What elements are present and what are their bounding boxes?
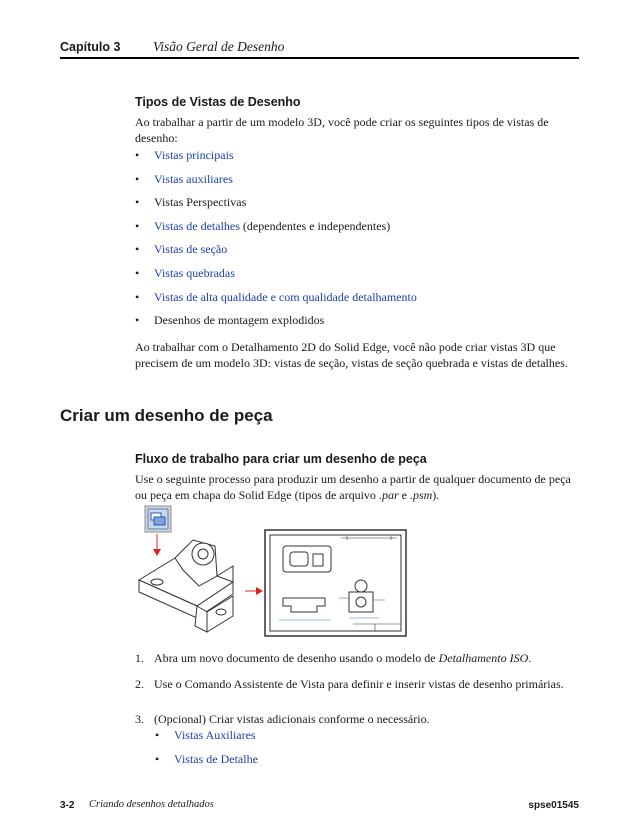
link-broken-views[interactable]: Vistas quebradas	[154, 265, 235, 280]
perspective-views-text: Vistas Perspectivas	[154, 195, 247, 210]
arrow-right-icon	[245, 587, 263, 595]
view-wizard-icon	[145, 506, 171, 532]
exploded-drawings-text: Desenhos de montagem explodidos	[154, 313, 325, 328]
list-item: • Vistas Auxiliares	[155, 728, 256, 742]
section-heading-view-types: Tipos de Vistas de Desenho	[135, 95, 301, 109]
ext-psm: .psm	[409, 488, 433, 502]
section-intro: Ao trabalhar a partir de um modelo 3D, você pode criar os seguintes tipos de vistas de desenho:	[135, 115, 549, 145]
arrow-down-icon	[153, 534, 161, 556]
chapter-title: Visão Geral de Desenho	[153, 39, 285, 54]
page-header	[60, 38, 579, 59]
list-item: • Vistas principais	[135, 148, 234, 162]
workflow-intro: Use o seguinte processo para produzir um desenho a partir de qualquer documento de peça ou peça em chapa do Solid Edge (tipos de arquivo .par e .psm).	[135, 472, 571, 502]
workflow-illustration	[135, 500, 410, 640]
link-auxiliary-views-2[interactable]: Vistas Auxiliares	[174, 728, 256, 742]
template-name: Detalhamento ISO	[438, 651, 529, 665]
optional-views-list	[155, 728, 579, 775]
list-item: • Vistas de seção	[135, 242, 228, 257]
list-item: • Vistas de alta qualidade e com qualidade detalhamento	[135, 289, 417, 304]
page-number: 3-2	[60, 800, 75, 811]
list-item: • Vistas de detalhes (dependentes e independentes)	[135, 218, 391, 233]
workflow-heading: Fluxo de trabalho para criar um desenho de peça	[135, 452, 427, 466]
section-heading-create-drawing: Criar um desenho de peça	[60, 406, 273, 425]
link-high-quality-views[interactable]: Vistas de alta qualidade e com qualidade detalhamento	[154, 289, 417, 304]
list-item: • Vistas auxiliares	[135, 171, 233, 186]
list-item: • Desenhos de montagem explodidos	[135, 313, 325, 328]
link-detail-views-2[interactable]: Vistas de Detalhe	[174, 751, 258, 766]
drawing-sheet	[265, 530, 406, 636]
link-auxiliary-views[interactable]: Vistas auxiliares	[154, 171, 233, 186]
part-3d-model-drawing	[139, 540, 233, 632]
list-item: • Vistas de Detalhe	[155, 751, 258, 766]
note-paragraph: Ao trabalhar com o Detalhamento 2D do Solid Edge, você não pode criar vistas 3D que precisem de um modelo 3D: vistas de seção, vistas de seção quebrada e vistas de detalhes.	[135, 340, 568, 370]
chapter-label: Capítulo 3	[60, 40, 121, 54]
ext-par: .par	[378, 488, 399, 502]
link-principal-views[interactable]: Vistas principais	[154, 148, 234, 162]
footer-title: Criando desenhos detalhados	[89, 799, 214, 810]
view-types-list	[135, 148, 579, 337]
list-item: • Vistas Perspectivas	[135, 195, 247, 210]
link-detail-views[interactable]: Vistas de detalhes	[154, 218, 240, 233]
document-code: spse01545	[528, 800, 579, 811]
link-section-views[interactable]: Vistas de seção	[154, 242, 228, 257]
list-item: • Vistas quebradas	[135, 265, 235, 280]
